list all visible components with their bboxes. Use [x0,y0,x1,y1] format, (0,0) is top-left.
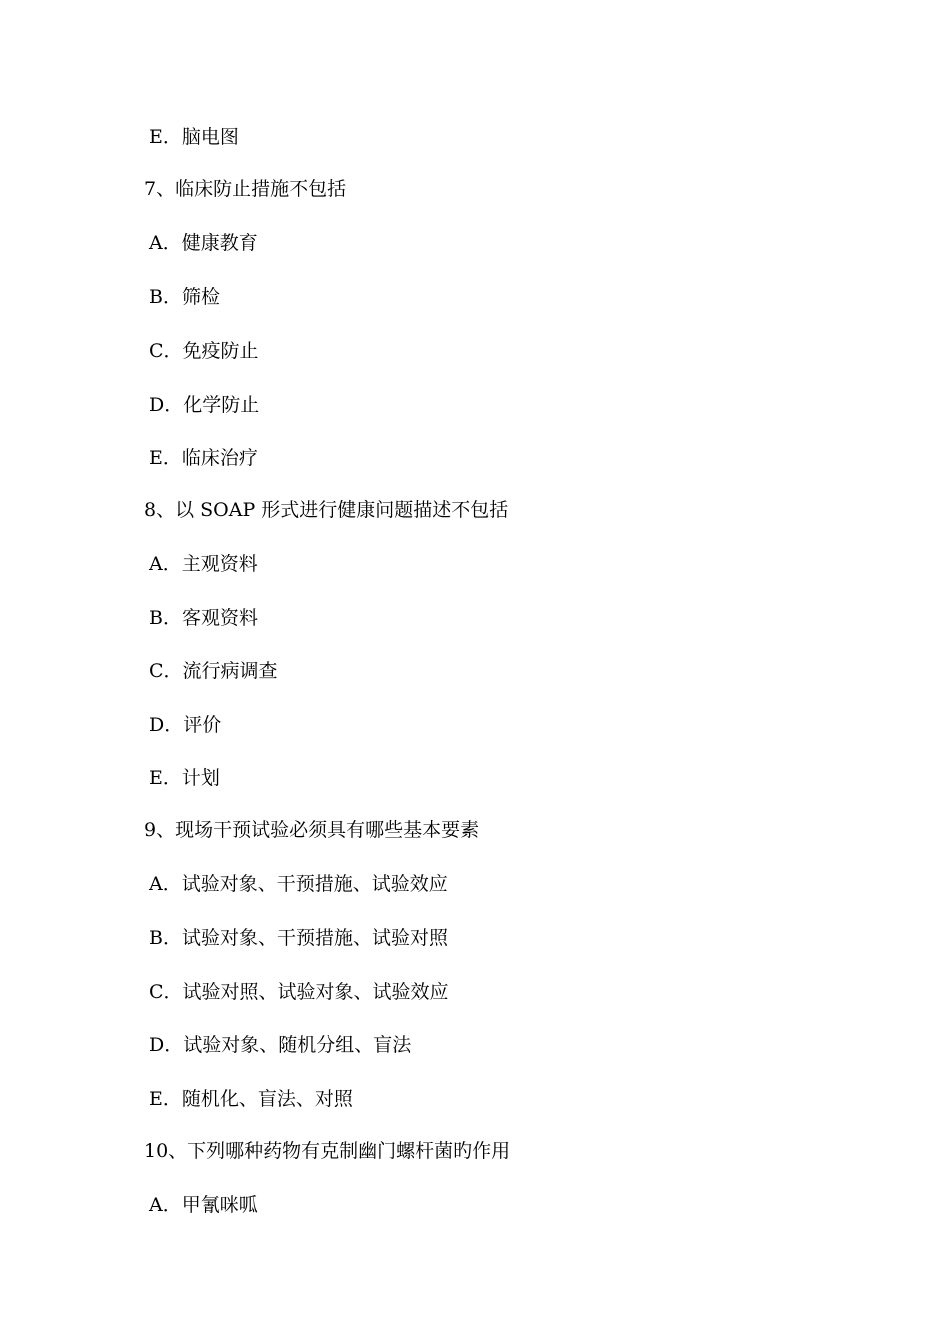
option-line: C．流行病调查 [149,660,278,682]
option-line: D．评价 [149,714,222,736]
option-line: E．临床治疗 [149,447,258,469]
option-line: D．试验对象、随机分组、盲法 [149,1034,412,1056]
option-line: E．计划 [149,767,220,789]
question-line: 10、下列哪种药物有克制幽门螺杆菌旳作用 [144,1140,511,1162]
option-line: B．试验对象、干预措施、试验对照 [149,927,448,949]
option-line: C．试验对照、试验对象、试验效应 [149,981,449,1003]
option-line: A．甲氰咪呱 [149,1194,258,1216]
option-line: D．化学防止 [149,394,260,416]
option-line: B．筛检 [149,286,220,308]
option-line: C．免疫防止 [149,340,259,362]
question-line: 7、临床防止措施不包括 [144,178,347,200]
option-line: A．试验对象、干预措施、试验效应 [149,873,448,895]
option-line: B．客观资料 [149,607,258,629]
question-line: 8、以 SOAP 形式进行健康问题描述不包括 [144,499,509,521]
option-line: A．健康教育 [149,232,258,254]
question-line: 9、现场干预试验必须具有哪些基本要素 [144,819,480,841]
option-line: E．脑电图 [149,126,239,148]
option-line: E．随机化、盲法、对照 [149,1088,353,1110]
option-line: A．主观资料 [149,553,258,575]
